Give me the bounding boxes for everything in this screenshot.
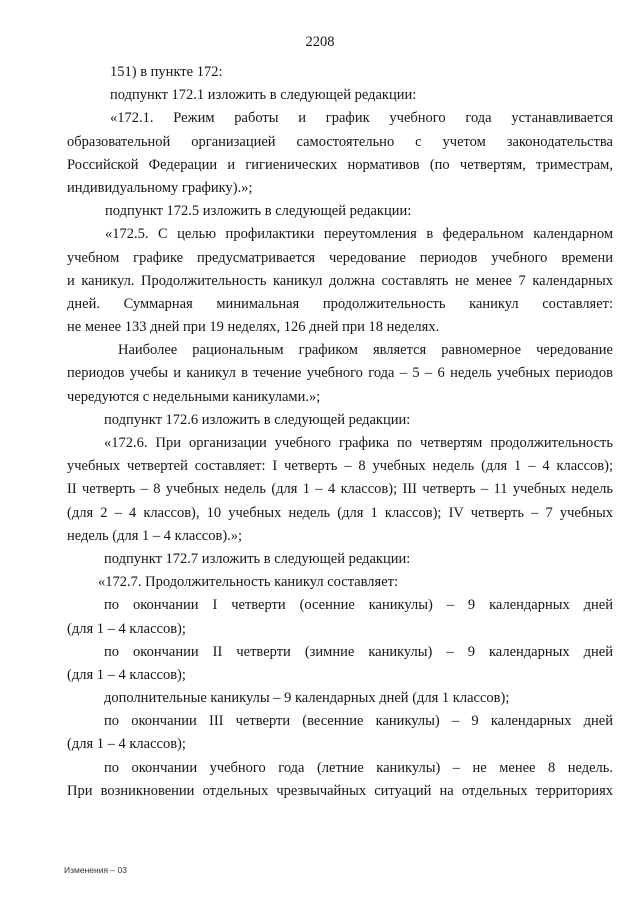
text-line: При возникновении отдельных чрезвычайных ситуаций на отдельных территориях [67, 782, 613, 799]
text-line: «172.1. Режим работы и график учебного года устанавливается [110, 110, 613, 127]
text-line: подпункт 172.7 изложить в следующей редакции: [104, 550, 411, 567]
text-line: 151) в пункте 172: [110, 64, 223, 80]
text-line: не менее 133 дней при 19 неделях, 126 дней при 18 неделях. [67, 319, 440, 336]
text-line: (для 1 – 4 классов); [67, 620, 186, 637]
text-line: по окончании II четверти (зимние каникулы) – 9 календарных дней [104, 643, 613, 660]
text-line: учебном графике предусматривается чередование периодов учебного времени [67, 249, 613, 266]
text-line: чередуются с недельными каникулами.»; [67, 388, 321, 405]
text-line: и каникул. Продолжительность каникул должна составлять не менее 7 календарных [67, 272, 613, 289]
text-line: Наиболее рациональным графиком является равномерное чередование [118, 342, 613, 359]
page-number: 2208 [305, 34, 335, 50]
text-line: (для 1 – 4 классов); [67, 666, 186, 683]
document-body [67, 61, 613, 803]
text-line: по окончании III четверти (весенние каникулы) – 9 календарных дней [104, 713, 613, 730]
text-line: дней. Суммарная минимальная продолжительность каникул составляет: [67, 295, 613, 312]
text-line: «172.5. С целью профилактики переутомления в федеральном календарном [105, 226, 613, 243]
text-line: недель (для 1 – 4 классов).»; [67, 527, 243, 544]
text-line: «172.7. Продолжительность каникул составляет: [98, 574, 399, 591]
text-line: (для 1 – 4 классов); [67, 736, 186, 753]
text-line: по окончании I четверти (осенние каникулы) – 9 календарных дней [104, 597, 613, 614]
text-line: «172.6. При организации учебного графика по четвертям продолжительность [104, 435, 613, 451]
text-line: подпункт 172.1 изложить в следующей редакции: [110, 87, 417, 104]
text-line: учебных четвертей составляет: I четверть – 8 учебных недель (для 1 – 4 классов); [67, 458, 613, 475]
text-line: индивидуальному графику).»; [67, 179, 253, 196]
text-line: (для 2 – 4 классов), 10 учебных недель (для 1 классов); IV четверть – 7 учебных [67, 504, 613, 521]
text-line: по окончании учебного года (летние каникулы) – не менее 8 недель. [104, 759, 613, 776]
text-line: подпункт 172.5 изложить в следующей редакции: [105, 203, 412, 220]
text-line: Российской Федерации и гигиенических нормативов (по четвертям, триместрам, [67, 156, 613, 173]
footer-note: Изменения – 03 [64, 865, 127, 875]
text-line: периодов учебы и каникул в течение учебного года – 5 – 6 недель учебных периодов [67, 365, 613, 382]
text-line: II четверть – 8 учебных недель (для 1 – 4 классов); III четверть – 11 учебных недель [67, 481, 613, 498]
text-line: дополнительные каникулы – 9 календарных дней (для 1 классов); [104, 690, 510, 707]
text-line: образовательной организацией самостоятельно с учетом законодательства [67, 133, 613, 150]
text-line: подпункт 172.6 изложить в следующей редакции: [104, 411, 411, 428]
